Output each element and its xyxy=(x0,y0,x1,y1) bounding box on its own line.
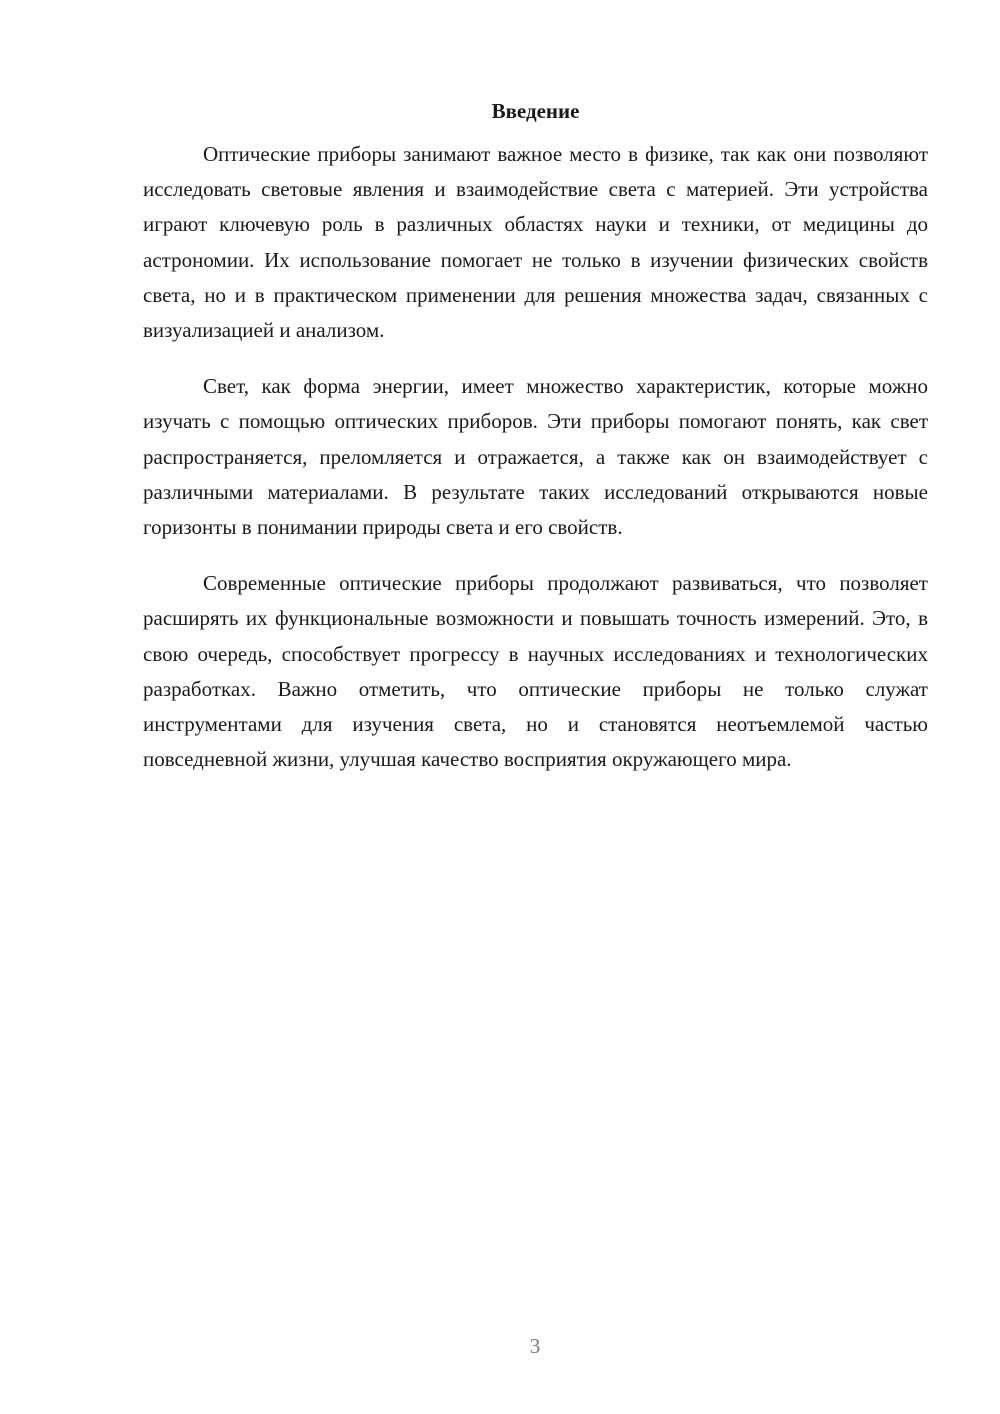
intro-paragraph-3: Современные оптические приборы продолжают развиваться, что позволяет расширять их функциональные возможности и повышать точность измерений. Это, в свою очередь, способствует прогрессу в научных исследованиях и технологических разработках. Важно отметить, что оптические приборы не только служат инструментами для изучения света, но и становятся неотъемлемой частью повседневной жизни, улучшая качество восприятия окружающего мира. xyxy=(143,571,928,772)
intro-paragraph-2: Свет, как форма энергии, имеет множество характеристик, которые можно изучать с помощью оптических приборов. Эти приборы помогают понять, как свет распространяется, преломляется и отражается, а также как он взаимодействует с различными материалами. В результате таких исследований открываются новые горизонты в понимании природы света и его свойств. xyxy=(143,374,928,540)
intro-paragraph-1: Оптические приборы занимают важное место в физике, так как они позволяют исследовать световые явления и взаимодействие света с материей. Эти устройства играют ключевую роль в различных областях науки и техники, от медицины до астрономии. Их использование помогает не только в изучении физических свойств света, но и в практическом применении для решения множества задач, связанных с визуализацией и анализом. xyxy=(143,142,928,343)
page-number: 3 xyxy=(529,1334,541,1358)
section-title: Введение xyxy=(491,99,580,123)
page-content xyxy=(143,96,928,798)
